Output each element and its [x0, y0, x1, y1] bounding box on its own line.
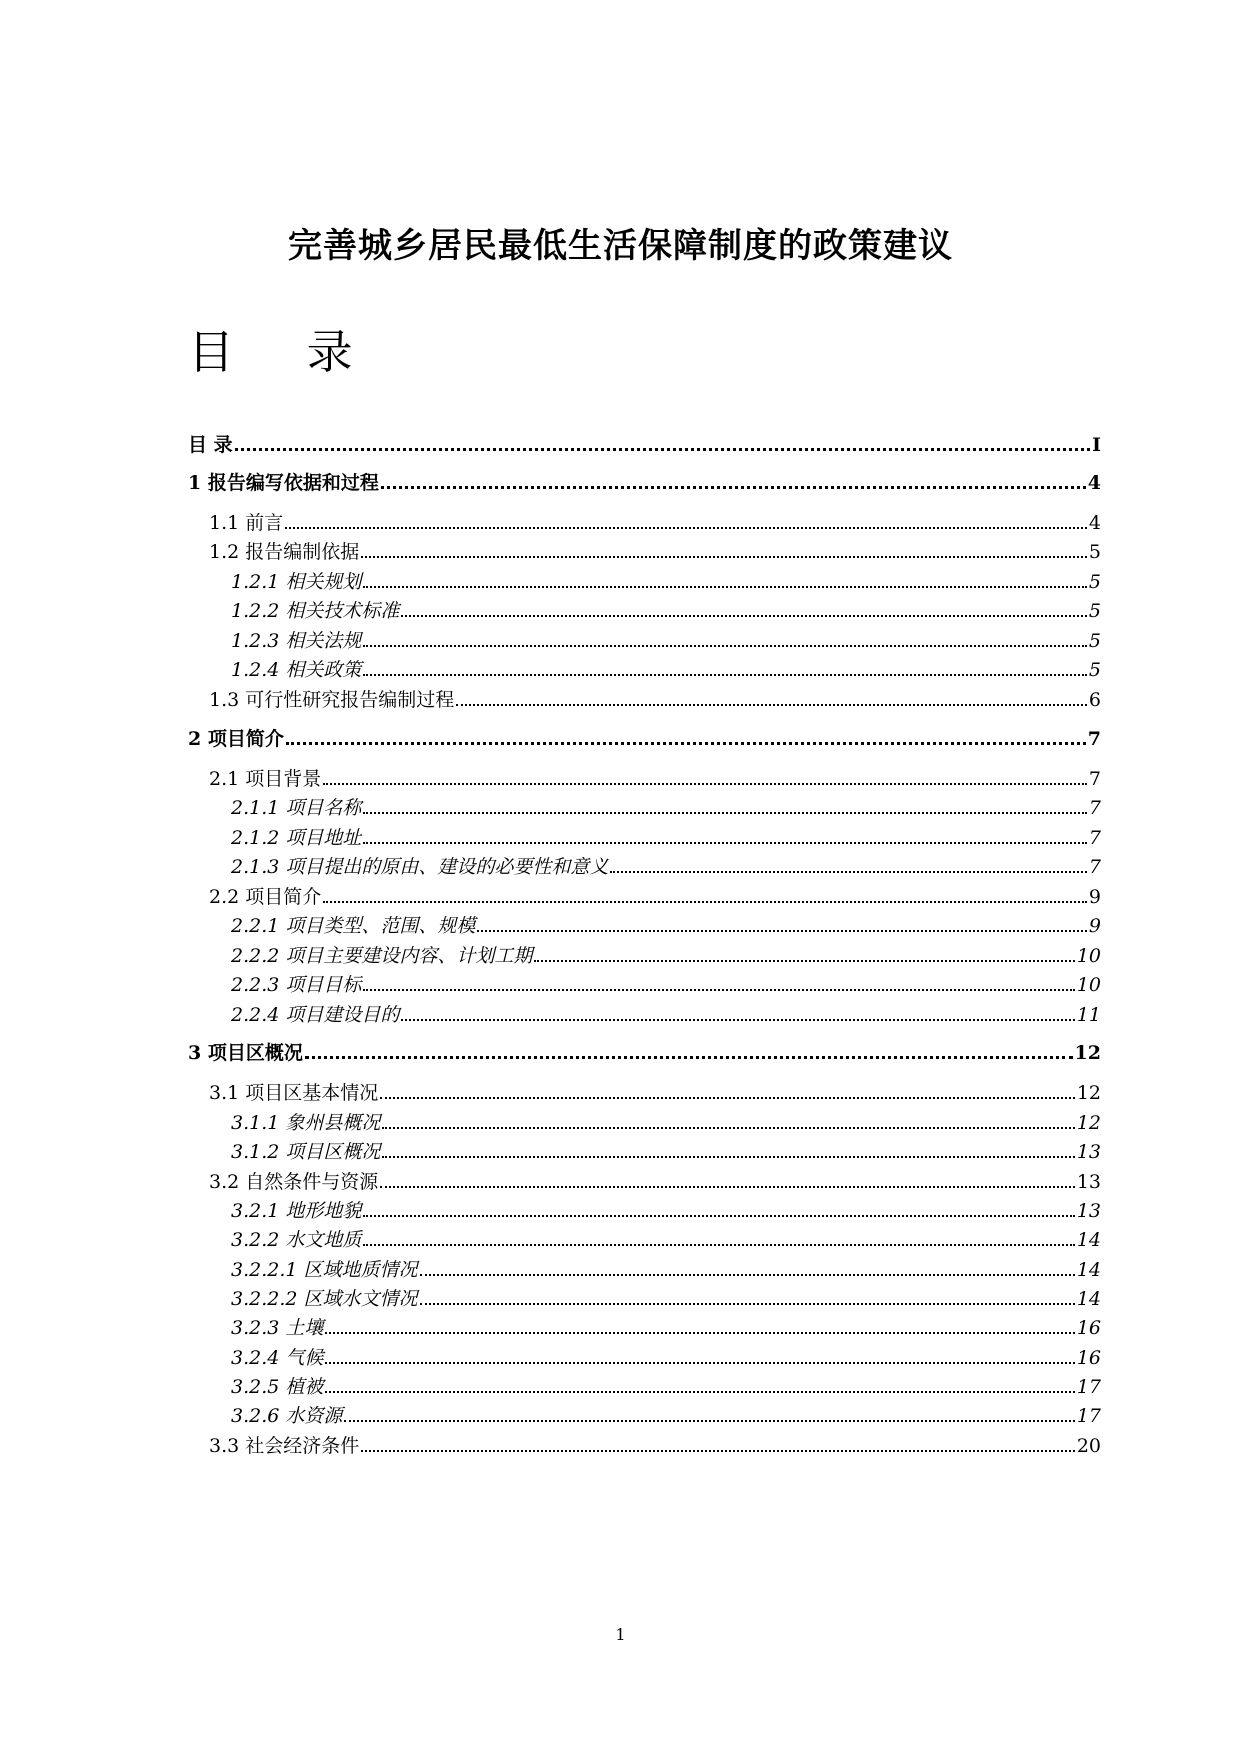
toc-dot-leader	[285, 527, 1087, 529]
toc-entry[interactable]	[188, 564, 1101, 594]
toc-entry-title: 2.1 项目背景	[209, 768, 322, 790]
toc-entry-title: 目 录	[188, 434, 233, 456]
toc-entry[interactable]	[188, 534, 1101, 564]
toc-entry-title: 3.2.2.1 区域地质情况	[231, 1259, 418, 1281]
document-title: 完善城乡居民最低生活保障制度的政策建议	[288, 226, 953, 266]
toc-entry[interactable]	[188, 879, 1101, 909]
toc-page-number: 6	[1088, 689, 1101, 711]
toc-entry[interactable]	[188, 1340, 1101, 1370]
toc-entry[interactable]	[188, 820, 1101, 850]
toc-entry-title: 1.2.1 相关规划	[231, 571, 362, 593]
toc-dot-leader	[363, 1244, 1074, 1246]
toc-entry-title: 3.2.4 气候	[231, 1347, 324, 1369]
toc-entry[interactable]	[188, 721, 1101, 751]
toc-page-number: 11	[1076, 1004, 1101, 1026]
toc-entry[interactable]	[188, 623, 1101, 653]
toc-page-number: 9	[1088, 915, 1101, 937]
toc-page-number: 5	[1088, 541, 1101, 563]
toc-entry[interactable]	[188, 790, 1101, 820]
toc-entry-title: 2.2.1 项目类型、范围、规模	[231, 915, 476, 937]
toc-entry[interactable]	[188, 1369, 1101, 1399]
toc-dot-leader	[380, 1186, 1075, 1188]
toc-page-number: 16	[1076, 1317, 1101, 1339]
toc-page-number: 7	[1088, 797, 1101, 819]
toc-entry-title: 2.1.2 项目地址	[231, 827, 362, 849]
toc-dot-leader	[363, 674, 1087, 676]
toc-entry[interactable]	[188, 908, 1101, 938]
toc-entry-title: 3.1.1 象州县概况	[231, 1112, 381, 1134]
toc-dot-leader	[534, 960, 1074, 962]
toc-dot-leader	[381, 486, 1086, 489]
toc-entry[interactable]	[188, 1428, 1101, 1458]
toc-page-number: 14	[1076, 1229, 1101, 1251]
toc-entry[interactable]	[188, 1134, 1101, 1164]
toc-entry-title: 2.1.3 项目提出的原由、建设的必要性和意义	[231, 856, 609, 878]
toc-dot-leader	[456, 704, 1087, 706]
toc-page-number: 17	[1076, 1376, 1101, 1398]
toc-dot-leader	[401, 615, 1087, 617]
toc-entry-title: 2.1.1 项目名称	[231, 797, 362, 819]
toc-entry[interactable]	[188, 1398, 1101, 1428]
toc-entry[interactable]	[188, 1075, 1101, 1105]
toc-page-number: 17	[1076, 1405, 1101, 1427]
toc-page-number: 7	[1088, 768, 1101, 790]
toc-entry-title: 3.1.2 项目区概况	[231, 1141, 381, 1163]
toc-page-number: 7	[1088, 856, 1101, 878]
toc-entry-title: 3 项目区概况	[188, 1042, 303, 1064]
toc-page-number: 12	[1076, 1112, 1101, 1134]
toc-entry-title: 1.2.2 相关技术标准	[231, 600, 400, 622]
toc-entry-title: 1.2.3 相关法规	[231, 630, 362, 652]
toc-page-number: 13	[1076, 1141, 1101, 1163]
toc-page-number: 14	[1076, 1259, 1101, 1281]
toc-page-number: 7	[1087, 728, 1101, 750]
toc-dot-leader	[382, 1127, 1074, 1129]
toc-page-number: 13	[1076, 1200, 1101, 1222]
toc-entry[interactable]	[188, 1193, 1101, 1223]
toc-page-number: 9	[1088, 886, 1101, 908]
toc-dot-leader	[325, 1362, 1074, 1364]
toc-entry-title: 3.2.2.2 区域水文情况	[231, 1288, 418, 1310]
toc-entry-title: 3.2.5 植被	[231, 1376, 324, 1398]
toc-entry[interactable]	[188, 505, 1101, 535]
toc-dot-leader	[361, 556, 1087, 558]
toc-dot-leader	[361, 1450, 1075, 1452]
toc-dot-leader	[363, 586, 1087, 588]
toc-page-number: 12	[1076, 1082, 1101, 1104]
toc-page-number: 14	[1076, 1288, 1101, 1310]
toc-entry[interactable]	[188, 1252, 1101, 1282]
toc-heading: 目 录	[188, 325, 353, 379]
toc-page-number: 4	[1088, 512, 1101, 534]
toc-entry[interactable]	[188, 652, 1101, 682]
toc-dot-leader	[363, 842, 1087, 844]
toc-entry-title: 2 项目简介	[188, 728, 284, 750]
toc-entry[interactable]	[188, 1222, 1101, 1252]
toc-entry-title: 2.2 项目简介	[209, 886, 322, 908]
toc-entry-title: 3.2.3 土壤	[231, 1317, 324, 1339]
toc-entry-title: 3.3 社会经济条件	[209, 1435, 360, 1457]
toc-entry-title: 2.2.2 项目主要建设内容、计划工期	[231, 945, 533, 967]
toc-dot-leader	[477, 930, 1087, 932]
toc-entry[interactable]	[188, 1035, 1101, 1065]
toc-entry[interactable]	[188, 1310, 1101, 1340]
toc-dot-leader	[235, 448, 1090, 451]
toc-entry-title: 3.2 自然条件与资源	[209, 1171, 379, 1193]
toc-dot-leader	[363, 989, 1074, 991]
toc-page-number: 7	[1088, 827, 1101, 849]
toc-dot-leader	[382, 1156, 1074, 1158]
toc-entry-title: 2.2.3 项目目标	[231, 974, 362, 996]
toc-dot-leader	[363, 1215, 1074, 1217]
toc-entry-title: 3.2.2 水文地质	[231, 1229, 362, 1251]
toc-entry[interactable]	[188, 1164, 1101, 1194]
page-number: 1	[615, 1625, 626, 1644]
toc-entry-title: 2.2.4 项目建设目的	[231, 1004, 400, 1026]
toc-entry[interactable]	[188, 427, 1101, 457]
toc-dot-leader	[286, 742, 1086, 745]
toc-page-number: 5	[1088, 571, 1101, 593]
toc-dot-leader	[323, 783, 1087, 785]
toc-entry[interactable]	[188, 967, 1101, 997]
toc-dot-leader	[363, 812, 1087, 814]
toc-entry-title: 3.1 项目区基本情况	[209, 1082, 379, 1104]
toc-entry-title: 3.2.1 地形地貌	[231, 1200, 362, 1222]
toc-entry-title: 1.1 前言	[209, 512, 284, 534]
toc-entry-title: 3.2.6 水资源	[231, 1405, 343, 1427]
toc-dot-leader	[420, 1303, 1075, 1305]
toc-entry-title: 1 报告编写依据和过程	[188, 472, 379, 494]
toc-page-number: 10	[1076, 974, 1101, 996]
toc-entry[interactable]	[188, 593, 1101, 623]
toc-dot-leader	[323, 901, 1087, 903]
toc-entry[interactable]	[188, 761, 1101, 791]
toc-dot-leader	[305, 1056, 1073, 1059]
toc-entry[interactable]	[188, 849, 1101, 879]
toc-entry[interactable]	[188, 1281, 1101, 1311]
toc-page-number: 20	[1076, 1435, 1101, 1457]
toc-page-number: 12	[1074, 1042, 1101, 1064]
toc-entry-title: 1.2.4 相关政策	[231, 659, 362, 681]
toc-dot-leader	[344, 1420, 1074, 1422]
toc-page-number: 10	[1076, 945, 1101, 967]
toc-page-number: 16	[1076, 1347, 1101, 1369]
toc-dot-leader	[420, 1274, 1075, 1276]
toc-entry[interactable]	[188, 938, 1101, 968]
toc-page-number: 4	[1087, 472, 1101, 494]
toc-dot-leader	[363, 645, 1087, 647]
toc-entry-title: 1.2 报告编制依据	[209, 541, 360, 563]
toc-page-number: 5	[1088, 630, 1101, 652]
toc-entry-title: 1.3 可行性研究报告编制过程	[209, 689, 455, 711]
toc-dot-leader	[380, 1097, 1075, 1099]
toc-dot-leader	[325, 1332, 1074, 1334]
toc-dot-leader	[401, 1019, 1074, 1021]
toc-entry[interactable]	[188, 1105, 1101, 1135]
toc-page-number: 13	[1076, 1171, 1101, 1193]
toc-entry[interactable]	[188, 997, 1101, 1027]
toc-page-number: I	[1092, 434, 1101, 456]
toc-entry[interactable]	[188, 682, 1101, 712]
toc-entry[interactable]	[188, 465, 1101, 495]
toc-dot-leader	[610, 871, 1087, 873]
toc-page-number: 5	[1088, 659, 1101, 681]
toc-page-number: 5	[1088, 600, 1101, 622]
toc-dot-leader	[325, 1391, 1074, 1393]
